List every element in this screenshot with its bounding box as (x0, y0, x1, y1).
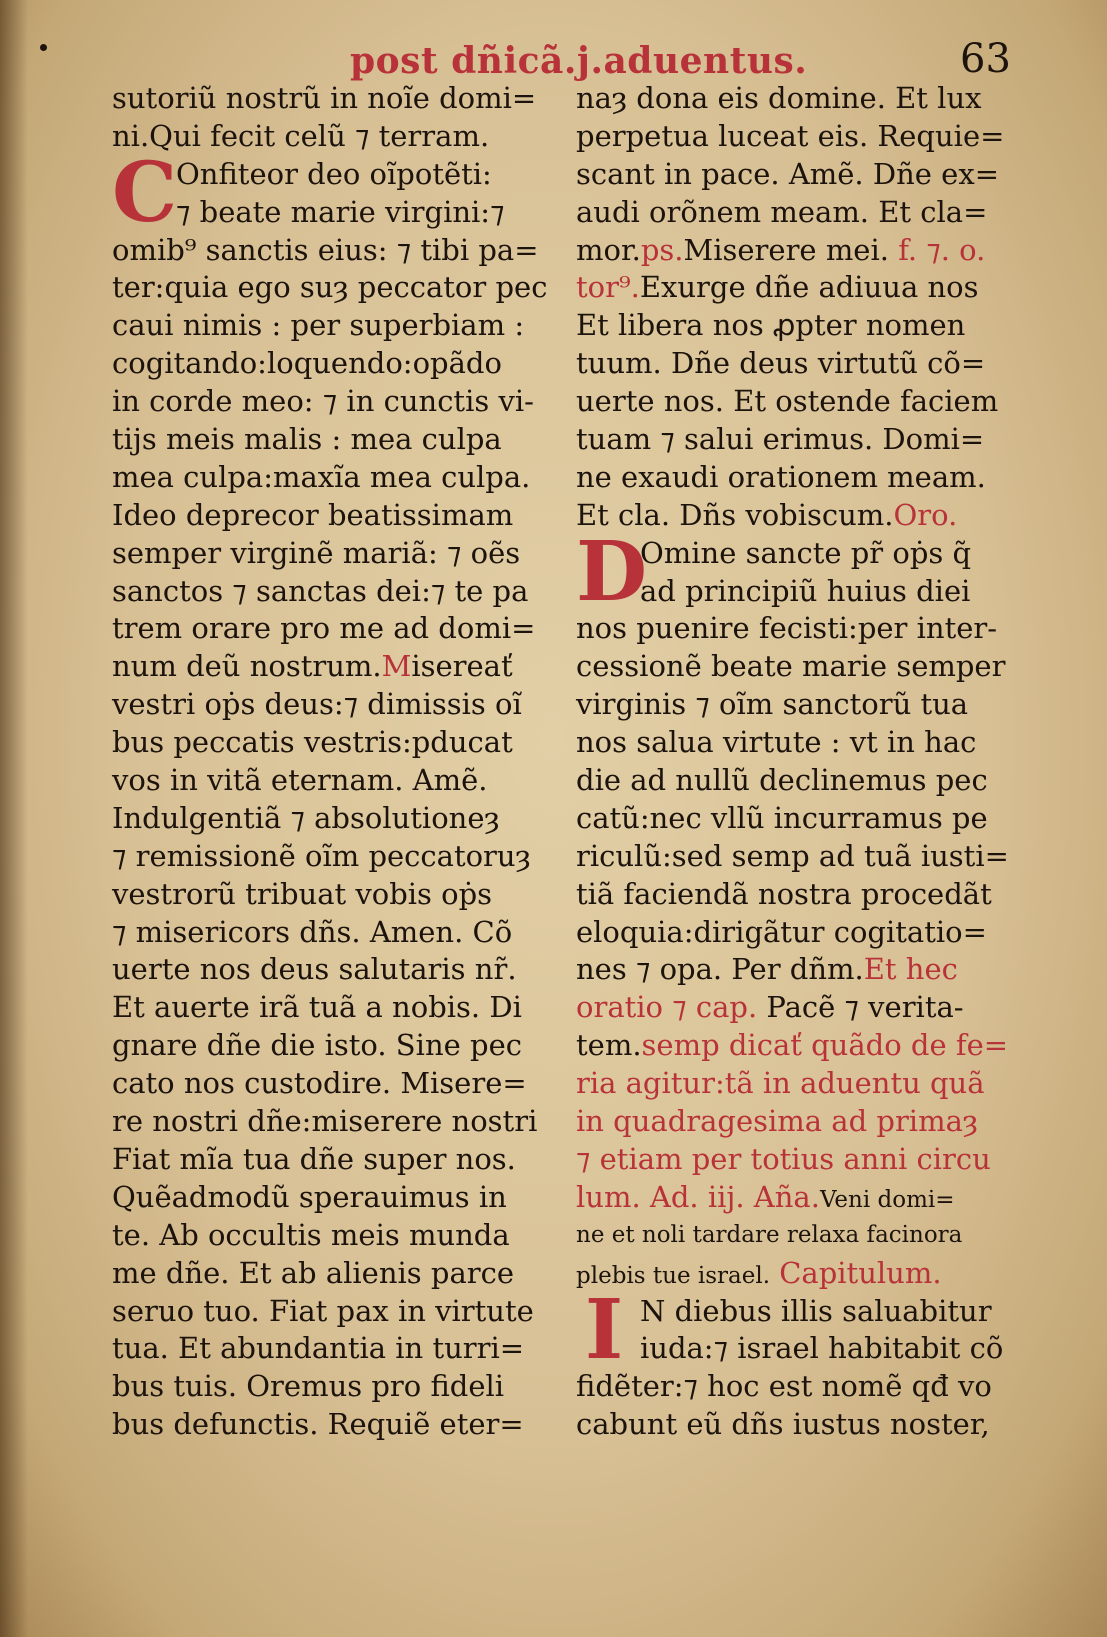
rubric-line: ria agitur:tã in aduentu quã (576, 1066, 985, 1101)
text-line (576, 1179, 1036, 1217)
rubric-capitulum: Capitulum. (779, 1255, 942, 1290)
text-line (576, 232, 1036, 270)
text-line: vestrorũ tribuat vobis oṗs (112, 876, 493, 911)
text-line: seruo tuo. Fiat pax in virtute (112, 1293, 534, 1328)
text-line: ne et noli tardare relaxa facinora (576, 1221, 963, 1248)
rubric-lum: lum. Ad. iij. Aña. (576, 1179, 820, 1214)
rubric-line: in quadragesima ad primaȝ (576, 1104, 978, 1139)
text-line: tiã faciendã nostra procedãt (576, 876, 992, 911)
text-line: die ad nullũ declinemus pec (576, 763, 988, 798)
text-line: Et libera nos ꝓpter nomen (576, 308, 966, 343)
running-title: post dñicã.j.aduentus. (350, 40, 808, 82)
text-line: ne exaudi orationem meam. (576, 459, 986, 494)
text-line: fidẽter:⁊ hoc est nomẽ qđ vo (576, 1369, 992, 1404)
rubric-initial-m: M (381, 649, 412, 684)
text-line: tuum. Dñe deus virtutũ cõ= (576, 346, 986, 381)
text-line: naȝ dona eis domine. Et lux (576, 81, 982, 115)
text-line: Ideo deprecor beatissimam (112, 497, 514, 532)
text-line: bus defunctis. Requiẽ eter= (112, 1407, 524, 1442)
text-span: nes ⁊ opa. Per dñm. (576, 952, 864, 987)
rubric-semp: semp dicať quãdo de fe= (641, 1028, 1009, 1063)
text-span: Et cla. Dñs vobiscum. (576, 497, 894, 532)
text-span: Pacẽ ⁊ verita- (766, 990, 964, 1025)
text-line: eloquia:dirigãtur cogitatio= (576, 914, 987, 949)
text-line: Indulgentiã ⁊ absolutioneȝ (112, 800, 500, 835)
rubric-feria: f. ⁊. o. (898, 232, 986, 267)
text-line: tua. Et abundantia in turri= (112, 1331, 525, 1366)
text-line: ⁊ remissionẽ oĩm peccatoruȝ (112, 838, 531, 873)
text-line (576, 1255, 1036, 1293)
drop-capital-c: C (112, 144, 178, 241)
text-line: tuam ⁊ salui erimus. Domi= (576, 422, 985, 457)
text-line (576, 497, 1036, 535)
initial-block (112, 144, 552, 241)
initial-block (576, 1281, 1036, 1378)
rubric-oro: Oro. (893, 497, 958, 532)
text-line: in corde meo: ⁊ in cunctis vi- (112, 384, 534, 419)
text-line (576, 989, 1036, 1027)
text-line: te. Ab occultis meis munda (112, 1217, 510, 1252)
text-line: omib⁹ sanctis eius: ⁊ tibi pa= (112, 232, 539, 267)
drop-capital-i: I (584, 1281, 624, 1378)
text-line: me dñe. Et ab alienis parce (112, 1255, 515, 1290)
drop-capital-d: D (576, 523, 648, 620)
text-line: caui nimis : per superbiam : (112, 308, 525, 343)
text-span: num deũ nostrum. (112, 649, 382, 684)
text-line: tijs meis malis : mea culpa (112, 422, 502, 457)
text-span: Exurge dñe adiuua nos (639, 270, 979, 305)
ink-dot (40, 44, 47, 51)
text-line: cogitando:loquendo:opãdo (112, 346, 502, 381)
text-line: nos puenire fecisti:per inter- (576, 611, 998, 646)
text-line: trem orare pro me ad domi= (112, 611, 536, 646)
text-line: ni.Qui fecit celũ ⁊ terram. (112, 118, 490, 153)
binding-shadow (0, 0, 28, 1637)
text-line: Onfiteor deo oĩpotẽti: (176, 156, 492, 191)
text-line: mea culpa:maxĩa mea culpa. (112, 459, 531, 494)
left-column (112, 80, 552, 1444)
text-span: isereať (411, 649, 513, 684)
text-line: Omine sancte pr̃ oṗs q̃ (640, 535, 972, 570)
rubric-et-hec: Et hec (863, 952, 958, 987)
text-line: ⁊ misericors dñs. Amen. Cõ (112, 914, 513, 949)
rubric-line: ⁊ etiam per totius anni circu (576, 1141, 991, 1176)
initial-block (576, 523, 1036, 620)
text-line: cabunt eũ dñs iustus noster, (576, 1407, 990, 1442)
text-line (576, 951, 1036, 989)
text-line (576, 1027, 1036, 1065)
text-line: Et auerte irã tuã a nobis. Di (112, 990, 522, 1025)
text-line: audi orõnem meam. Et cla= (576, 194, 988, 229)
text-span: tem. (576, 1028, 642, 1063)
text-line: iuda:⁊ israel habitabit cõ (640, 1331, 1004, 1366)
text-line: sanctos ⁊ sanctas dei:⁊ te pa (112, 573, 529, 608)
text-line: perpetua luceat eis. Requie= (576, 118, 1005, 153)
text-line (576, 269, 1036, 307)
rubric-ps: ps. (640, 232, 684, 267)
text-span: Miserere mei. (683, 232, 889, 267)
text-line: Quẽadmodũ sperauimus in (112, 1179, 507, 1214)
text-line: virginis ⁊ oĩm sanctorũ tua (576, 687, 969, 722)
text-line: vestri oṗs deus:⁊ dimissis oĩ (112, 687, 522, 722)
text-line: ⁊ beate marie virgini:⁊ (176, 194, 505, 229)
rubric-oratio: oratio ⁊ cap. (576, 990, 758, 1025)
text-line: bus tuis. Oremus pro fideli (112, 1369, 505, 1404)
text-span: mor. (576, 232, 641, 267)
text-line: nos salua virtute : vt in hac (576, 725, 977, 760)
text-line: catũ:nec vllũ incurramus pe (576, 800, 988, 835)
text-line: riculũ:sed semp ad tuã iusti= (576, 838, 1009, 873)
text-line: scant in pace. Amẽ. Dñe ex= (576, 156, 999, 191)
text-line: ad principiũ huius diei (640, 573, 971, 608)
text-line: uerte nos. Et ostende faciem (576, 384, 999, 419)
folio-number: 63 (960, 36, 1011, 82)
text-line: vos in vitã eternam. Amẽ. (112, 763, 488, 798)
text-line: N diebus illis saluabitur (640, 1293, 992, 1328)
text-line: sutoriũ nostrũ in noĩe domi= (112, 81, 537, 115)
text-line: gnare dñe die isto. Sine pec (112, 1028, 522, 1063)
text-line (112, 648, 552, 686)
text-line: cato nos custodire. Misere= (112, 1066, 527, 1101)
text-line: bus peccatis vestris:pducat (112, 725, 513, 760)
text-line: uerte nos deus salutaris nr̃. (112, 952, 517, 987)
text-line: cessionẽ beate marie semper (576, 649, 1006, 684)
text-span: plebis tue israel. (576, 1262, 771, 1289)
text-span: Veni domi= (819, 1186, 955, 1213)
text-line: semper virginẽ mariã: ⁊ oẽs (112, 535, 521, 570)
text-line: re nostri dñe:miserere nostri (112, 1104, 538, 1139)
rubric-tor: tor⁹. (576, 270, 640, 305)
text-line: ter:quia ego suȝ peccator pec (112, 270, 548, 305)
right-column (576, 80, 1036, 1444)
text-line: Fiat mĩa tua dñe super nos. (112, 1141, 516, 1176)
